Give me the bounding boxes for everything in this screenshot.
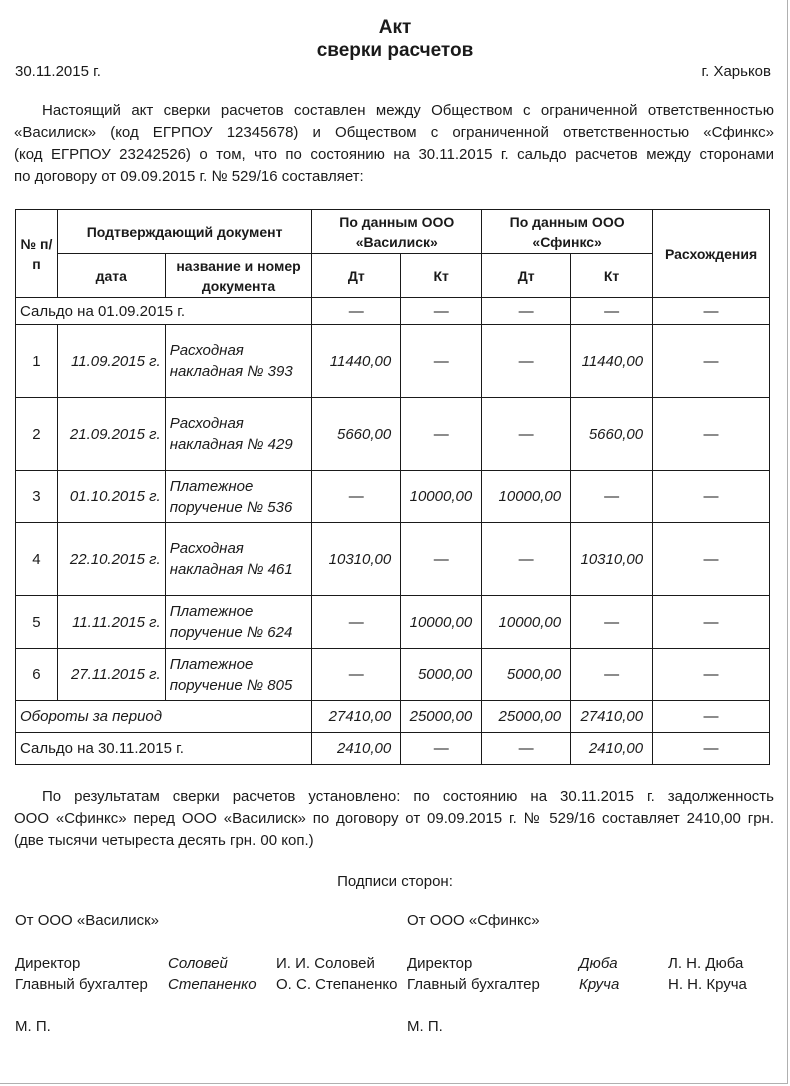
left-accountant-signature: Степаненко	[168, 976, 257, 993]
table-row	[16, 596, 770, 649]
cell-date: 27.11.2015 г.	[57, 649, 165, 701]
left-accountant-role: Главный бухгалтер	[15, 976, 148, 993]
cell-doc: Расходная накладная № 461	[165, 523, 312, 596]
cell-date: 22.10.2015 г.	[57, 523, 165, 596]
right-accountant-name: Н. Н. Круча	[668, 976, 747, 993]
cell-v-kt: 10000,00	[401, 471, 482, 523]
right-director-name: Л. Н. Дюба	[668, 955, 744, 972]
right-org: От ООО «Сфинкс»	[407, 912, 540, 929]
header-vasilisk: По данным ООО «Василиск»	[312, 210, 482, 254]
right-accountant-role: Главный бухгалтер	[407, 976, 540, 993]
document-title: Акт	[378, 17, 412, 38]
cell-s-kt: —	[571, 298, 653, 325]
intro-line: по договору от 09.09.2015 г. № 529/16 составляет:	[14, 168, 364, 185]
table-row	[16, 649, 770, 701]
cell-doc: Платежное поручение № 536	[165, 471, 312, 523]
cell-v-dt: 11440,00	[312, 325, 401, 398]
cell-v-kt: —	[401, 398, 482, 471]
cell-doc: Расходная накладная № 429	[165, 398, 312, 471]
cell-s-kt: 27410,00	[571, 701, 653, 733]
cell-diff: —	[653, 471, 770, 523]
opening-balance-row	[16, 298, 770, 325]
intro-line: (код ЕГРПОУ 23242526) о том, что по состоянию на 30.11.2015 г. сальдо расчетов между сторонами	[14, 146, 774, 163]
cell-diff: —	[653, 523, 770, 596]
header-sfinks: По данным ООО «Сфинкс»	[482, 210, 653, 254]
cell-s-dt: 25000,00	[482, 701, 571, 733]
cell-date: 21.09.2015 г.	[57, 398, 165, 471]
header-diff: Расхождения	[653, 210, 770, 298]
cell-s-kt: 5660,00	[571, 398, 653, 471]
conclusion-line: (две тысячи четыреста десять грн. 00 коп.)	[14, 832, 314, 849]
cell-s-dt: 10000,00	[482, 596, 571, 649]
cell-v-dt: —	[312, 298, 401, 325]
cell-v-kt: —	[401, 523, 482, 596]
cell-doc: Платежное поручение № 624	[165, 596, 312, 649]
cell-num: 4	[16, 523, 58, 596]
cell-s-kt: —	[571, 596, 653, 649]
cell-s-dt: —	[482, 325, 571, 398]
document-subtitle: сверки расчетов	[316, 40, 474, 61]
cell-v-dt: —	[312, 596, 401, 649]
cell-v-kt: —	[401, 325, 482, 398]
cell-v-kt: 25000,00	[401, 701, 482, 733]
cell-s-dt: 5000,00	[482, 649, 571, 701]
left-director-signature: Соловей	[168, 955, 228, 972]
cell-s-kt: 2410,00	[571, 733, 653, 765]
cell-diff: —	[653, 649, 770, 701]
cell-s-kt: —	[571, 649, 653, 701]
table-row	[16, 523, 770, 596]
cell-diff: —	[653, 596, 770, 649]
header-num: № п/п	[16, 210, 58, 298]
cell-s-kt: —	[571, 471, 653, 523]
header-sfinks-dt: Дт	[482, 254, 571, 298]
turnover-label: Обороты за период	[16, 701, 312, 733]
cell-s-dt: 10000,00	[482, 471, 571, 523]
right-director-signature: Дюба	[579, 955, 618, 972]
conclusion-line: По результатам сверки расчетов установлено: по состоянию на 30.11.2015 г. задолженность	[42, 788, 774, 805]
cell-doc: Платежное поручение № 805	[165, 649, 312, 701]
table-row	[16, 471, 770, 523]
right-stamp: М. П.	[407, 1018, 443, 1035]
header-sfinks-kt: Кт	[571, 254, 653, 298]
left-accountant-name: О. С. Степаненко	[276, 976, 398, 993]
signatures-title: Подписи сторон:	[337, 873, 453, 890]
cell-diff: —	[653, 325, 770, 398]
cell-date: 01.10.2015 г.	[57, 471, 165, 523]
cell-diff: —	[653, 733, 770, 765]
cell-s-kt: 11440,00	[571, 325, 653, 398]
cell-num: 6	[16, 649, 58, 701]
right-director-role: Директор	[407, 955, 473, 972]
header-doc-name: название и номер документа	[165, 254, 312, 298]
left-org: От ООО «Василиск»	[15, 912, 159, 929]
cell-v-kt: 10000,00	[401, 596, 482, 649]
header-doc-group: Подтверждающий документ	[57, 210, 311, 254]
header-vasilisk-dt: Дт	[312, 254, 401, 298]
cell-v-dt: —	[312, 471, 401, 523]
reconciliation-table	[15, 209, 770, 765]
cell-diff: —	[653, 298, 770, 325]
cell-num: 5	[16, 596, 58, 649]
closing-balance-row	[16, 733, 770, 765]
left-director-role: Директор	[15, 955, 81, 972]
header-doc-date: дата	[57, 254, 165, 298]
header-vasilisk-kt: Кт	[401, 254, 482, 298]
turnover-row	[16, 701, 770, 733]
cell-s-dt: —	[482, 523, 571, 596]
intro-line: «Василиск» (код ЕГРПОУ 12345678) и Обществом с ограниченной ответственностью «Сфинкс»	[14, 124, 774, 141]
cell-date: 11.11.2015 г.	[57, 596, 165, 649]
cell-v-dt: 2410,00	[312, 733, 401, 765]
cell-v-dt: 27410,00	[312, 701, 401, 733]
cell-v-kt: 5000,00	[401, 649, 482, 701]
cell-s-dt: —	[482, 733, 571, 765]
intro-paragraph	[14, 100, 774, 188]
table-row	[16, 398, 770, 471]
cell-v-dt: 10310,00	[312, 523, 401, 596]
cell-v-kt: —	[401, 298, 482, 325]
cell-s-dt: —	[482, 298, 571, 325]
cell-v-dt: —	[312, 649, 401, 701]
cell-num: 2	[16, 398, 58, 471]
cell-num: 3	[16, 471, 58, 523]
conclusion-paragraph	[14, 786, 774, 852]
cell-s-kt: 10310,00	[571, 523, 653, 596]
intro-line: Настоящий акт сверки расчетов составлен между Обществом с ограниченной ответственностью	[42, 102, 774, 119]
cell-doc: Расходная накладная № 393	[165, 325, 312, 398]
cell-v-dt: 5660,00	[312, 398, 401, 471]
cell-v-kt: —	[401, 733, 482, 765]
table-row	[16, 325, 770, 398]
left-stamp: М. П.	[15, 1018, 51, 1035]
opening-label: Сальдо на 01.09.2015 г.	[16, 298, 312, 325]
document-date: 30.11.2015 г.	[15, 63, 101, 80]
conclusion-line: ООО «Сфинкс» перед ООО «Василиск» по договору от 09.09.2015 г. № 529/16 составляет 2410,00 грн.	[14, 810, 774, 827]
document-city: г. Харьков	[701, 63, 771, 80]
cell-s-dt: —	[482, 398, 571, 471]
cell-date: 11.09.2015 г.	[57, 325, 165, 398]
closing-label: Сальдо на 30.11.2015 г.	[16, 733, 312, 765]
right-accountant-signature: Круча	[579, 976, 620, 993]
cell-num: 1	[16, 325, 58, 398]
cell-diff: —	[653, 398, 770, 471]
left-director-name: И. И. Соловей	[276, 955, 375, 972]
cell-diff: —	[653, 701, 770, 733]
